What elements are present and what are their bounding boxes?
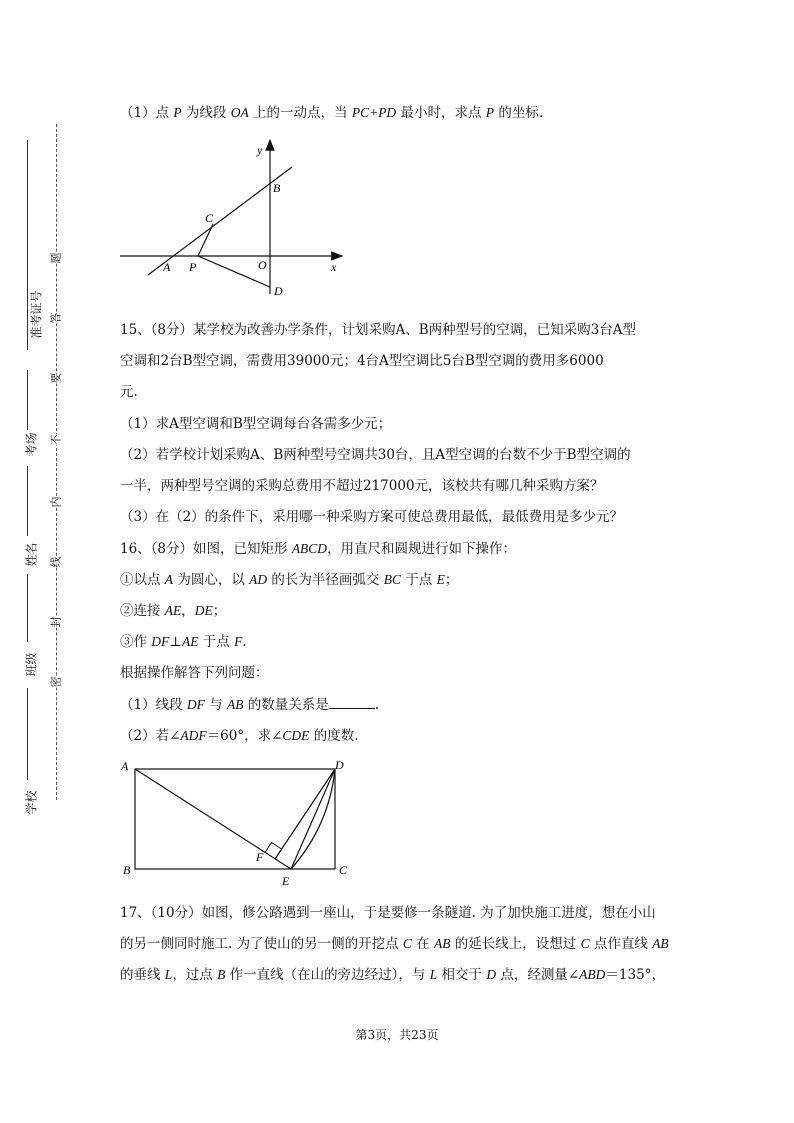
seal-dashed-line bbox=[56, 124, 57, 800]
label-x: x bbox=[331, 260, 337, 274]
q17-line1: 17、（10分）如图，修公路遇到一座山，于是要修一条隧道. 为了加快施工进度，想在小山 bbox=[120, 905, 656, 921]
seal-char: 封 bbox=[46, 617, 66, 628]
q15-sub2a: （2）若学校计划采购A、B两种型号空调共30台，且A型空调的台数不少于B型空调的 bbox=[120, 447, 631, 463]
label-y: y bbox=[257, 143, 263, 157]
q17-line2: 的另一侧同时施工. 为了使山的另一侧的开挖点 C 在 AB 的延长线上，设想过 C 点作直线 AB bbox=[120, 936, 669, 952]
q15-line2: 空调和2台B型空调，需费用39000元；4台A型空调比5台B型空调的费用多6000 bbox=[120, 353, 604, 369]
q15-line1: 15、（8分）某学校为改善办学条件，计划采购A、B两种型号的空调，已知采购3台A型 bbox=[120, 322, 637, 338]
label-f: F bbox=[256, 850, 264, 864]
label-exam-room: 考场 bbox=[24, 432, 39, 457]
answer-blank bbox=[329, 696, 375, 709]
label-class: 班级 bbox=[24, 652, 39, 677]
seal-char: 答 bbox=[46, 313, 66, 324]
q16-part2: （2）若∠ADF＝60°，求∠CDE 的度数. bbox=[120, 728, 359, 744]
label-e: E bbox=[282, 874, 290, 888]
q15-line3: 元. bbox=[120, 384, 138, 400]
label-exam-number: 准考证号 bbox=[29, 290, 44, 339]
rectangle-abcd bbox=[135, 769, 335, 869]
seal-char: 密 bbox=[46, 677, 66, 688]
q16-step2: ②连接 AE，DE； bbox=[120, 603, 227, 619]
side-rule-5 bbox=[27, 688, 28, 780]
side-rule-2 bbox=[27, 370, 28, 430]
label-d: D bbox=[274, 284, 283, 298]
label-b: B bbox=[273, 181, 281, 195]
q15-sub3: （3）在（2）的条件下，采用哪一种采购方案可使总费用最低，最低费用是多少元？ bbox=[120, 509, 624, 525]
q16-step3: ③作 DF⊥AE 于点 F. bbox=[120, 634, 247, 650]
q16-ask: 根据操作解答下列问题： bbox=[120, 665, 269, 681]
label-o: O bbox=[258, 258, 267, 272]
seal-char: 要 bbox=[46, 373, 66, 384]
side-rule-4 bbox=[27, 574, 28, 642]
label-a: A bbox=[121, 759, 129, 773]
label-d: D bbox=[335, 758, 344, 772]
label-a: A bbox=[163, 260, 171, 274]
segment-ae bbox=[135, 769, 291, 869]
seal-char: 内 bbox=[46, 497, 66, 508]
seal-char: 不 bbox=[46, 435, 66, 446]
q14-part1: （1）点 P 为线段 OA 上的一动点，当 PC+PD 最小时，求点 P 的坐标. bbox=[120, 105, 544, 121]
q15-sub1: （1）求A型空调和B型空调每台各需多少元； bbox=[120, 416, 392, 432]
q16-step1: ①以点 A 为圆心，以 AD 的长为半径画弧交 BC 于点 E； bbox=[120, 572, 459, 588]
label-b: B bbox=[123, 863, 131, 877]
side-rule-3 bbox=[27, 466, 28, 536]
q17-line3: 的垂线 L，过点 B 作一直线（在山的旁边经过），与 L 相交于 D 点，经测量∠ABD＝135°， bbox=[120, 967, 665, 983]
label-name: 姓名 bbox=[24, 542, 39, 567]
segment-de bbox=[291, 769, 335, 869]
segment-df bbox=[275, 769, 335, 859]
q16-intro: 16、（8分）如图，已知矩形 ABCD，用直尺和圆规进行如下操作： bbox=[120, 541, 517, 557]
q15-sub2b: 一半，两种型号空调的采购总费用不超过217000元，该校共有哪几种采购方案？ bbox=[120, 478, 604, 494]
label-c: C bbox=[205, 211, 214, 225]
figure-coordinate-diagram bbox=[110, 134, 350, 306]
figure-rectangle-diagram bbox=[115, 756, 360, 891]
label-school: 学校 bbox=[24, 790, 39, 815]
right-angle-mark bbox=[265, 843, 282, 853]
q16-part1: （1）线段 DF 与 AB 的数量关系是 . bbox=[120, 697, 380, 713]
label-c: C bbox=[339, 863, 348, 877]
label-p: P bbox=[189, 260, 197, 274]
segment-cp bbox=[198, 224, 213, 256]
seal-char: 题 bbox=[46, 253, 66, 264]
page-number: 第3页，共23页 bbox=[355, 1028, 439, 1042]
seal-char: 线 bbox=[46, 557, 66, 568]
